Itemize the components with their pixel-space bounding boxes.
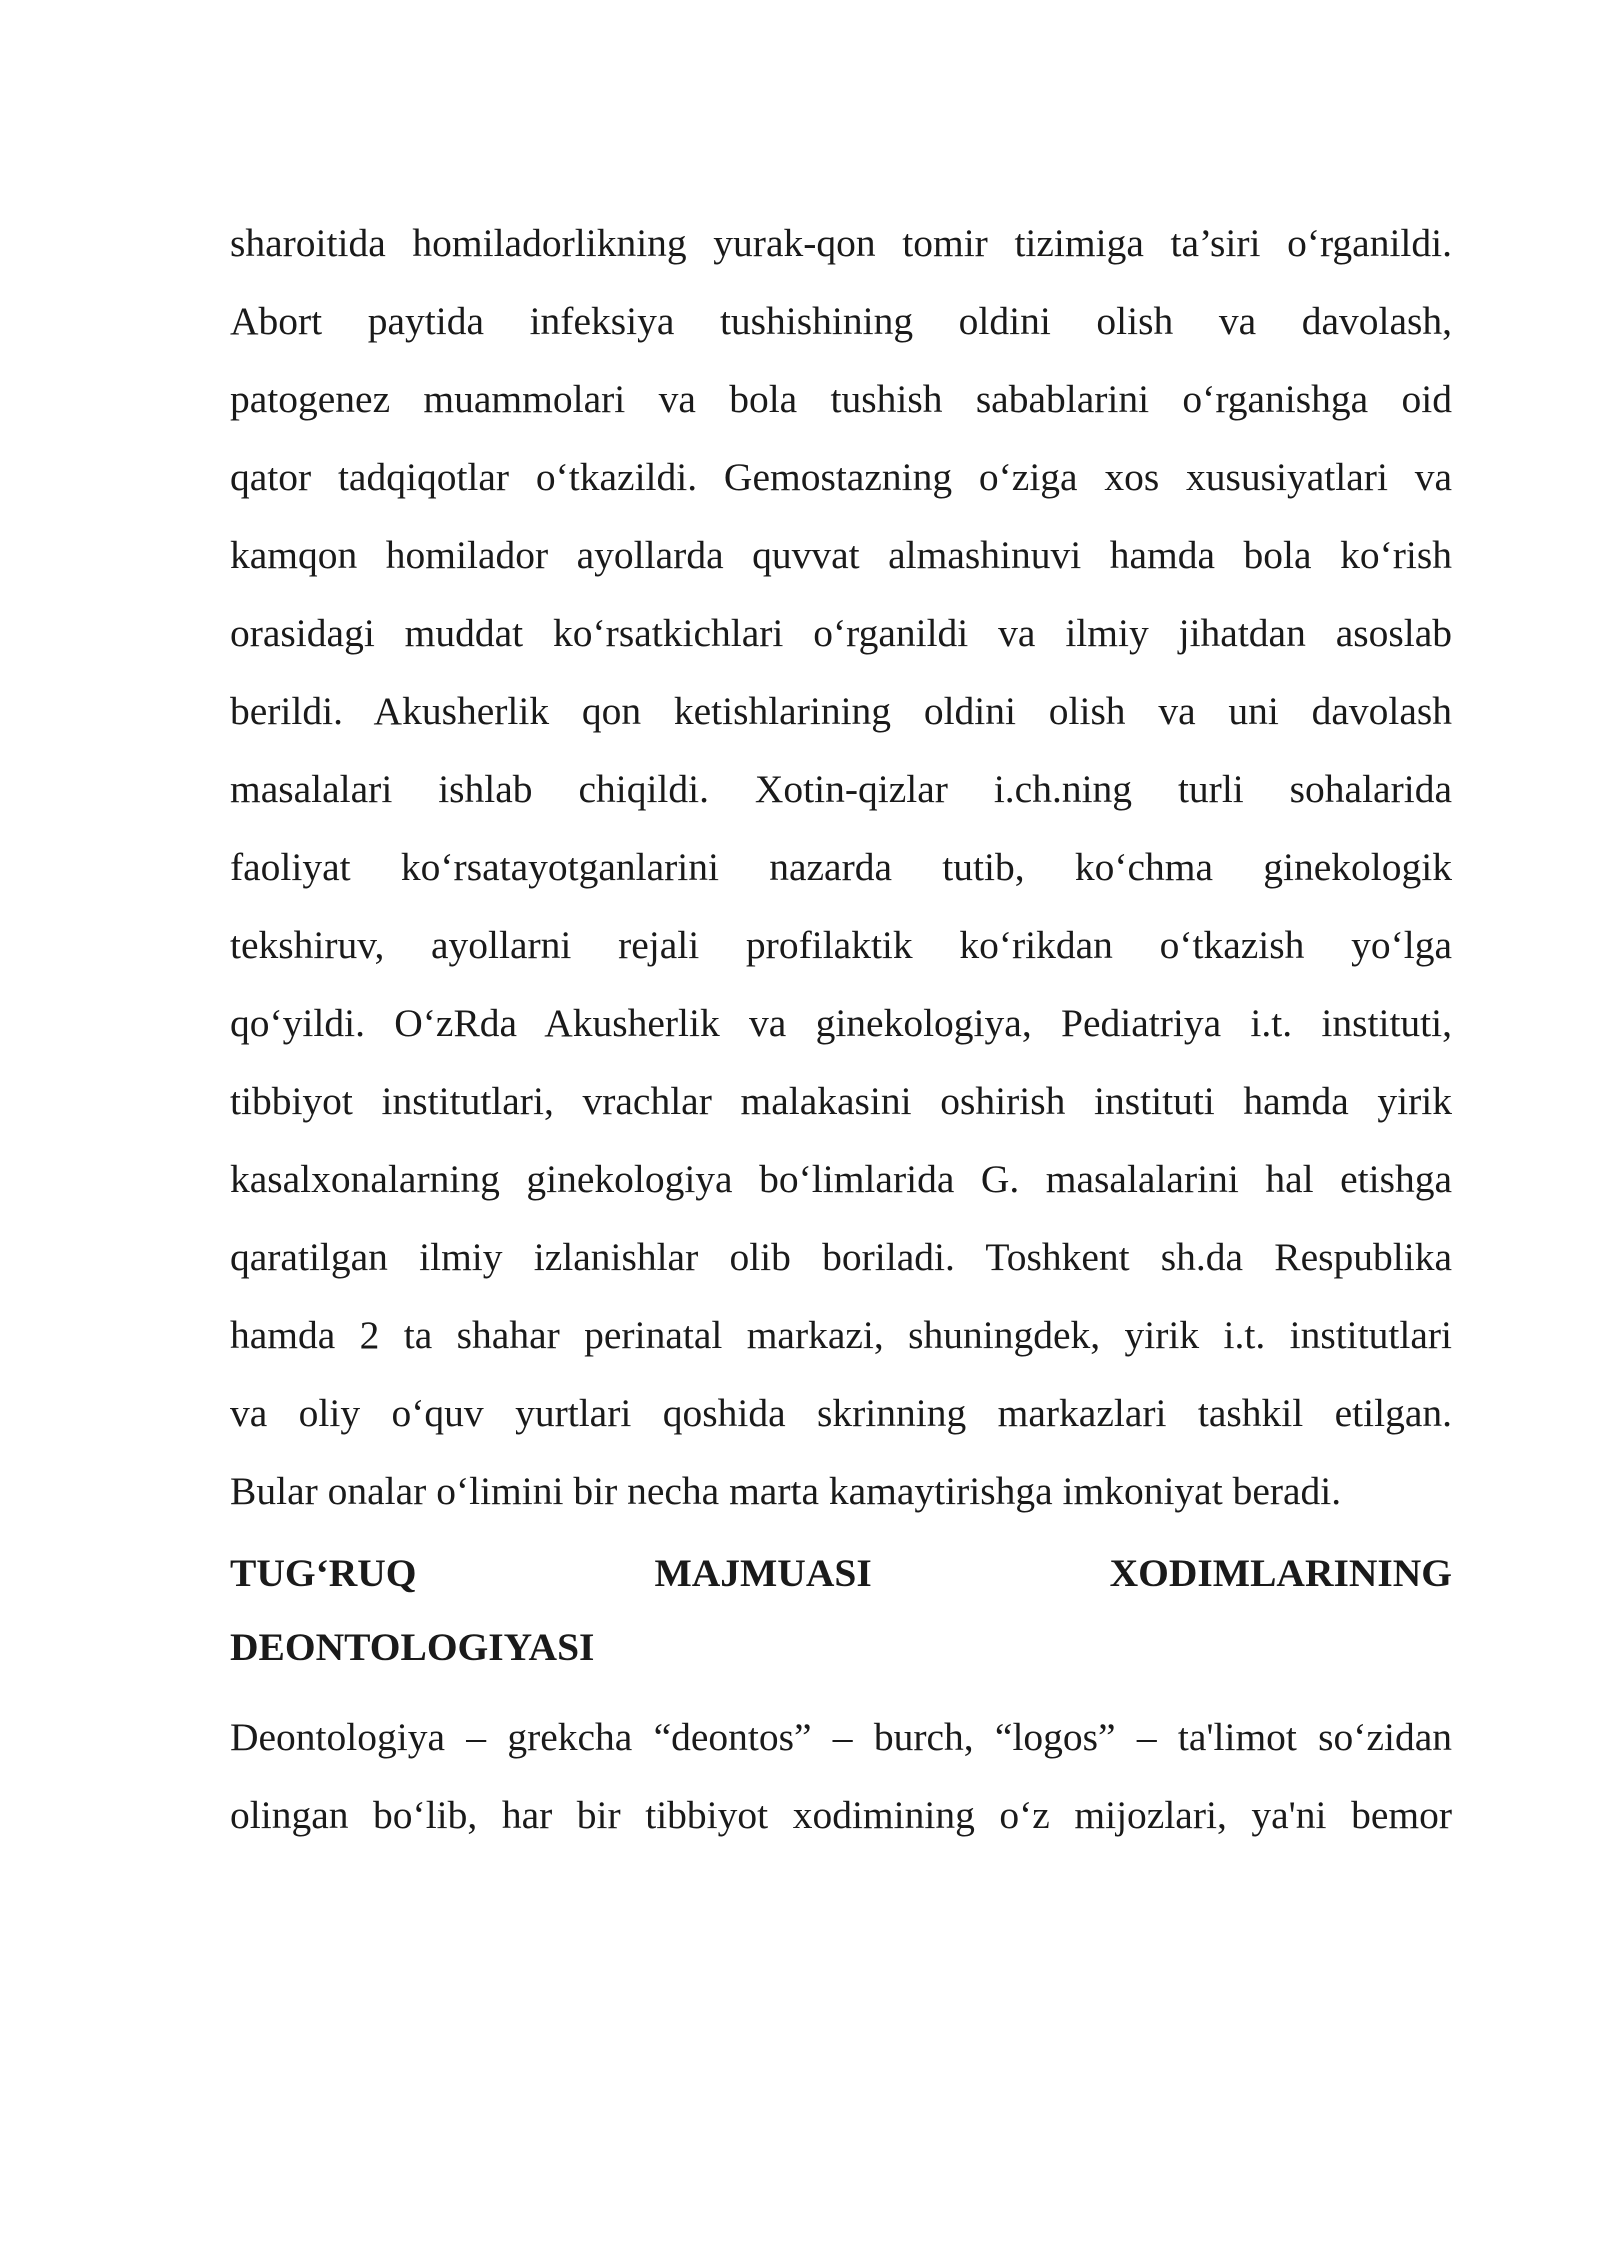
text-line: qoʻyildi. OʻzRda Akusherlik va ginekologiya, Pediatriya i.t. instituti, [230, 1001, 1452, 1045]
text-line: masalalari ishlab chiqildi. Xotin-qizlar i.ch.ning turli sohalarida [230, 767, 1452, 811]
text-line: kamqon homilador ayollarda quvvat almashinuvi hamda bola koʻrish [230, 533, 1452, 577]
text-line: Bular onalar oʻlimini bir necha marta kamaytirishga imkoniyat beradi. [230, 1469, 1342, 1513]
text-line: sharoitida homiladorlikning yurak-qon tomir tizimiga ta’siri oʻrganildi. [230, 221, 1452, 265]
section-heading-line-2: DEONTOLOGIYASI [230, 1625, 595, 1669]
text-line: berildi. Akusherlik qon ketishlarining oldini olish va uni davolash [230, 689, 1452, 733]
text-line: tibbiyot institutlari, vrachlar malakasini oshirish instituti hamda yirik [230, 1079, 1452, 1123]
text-line: hamda 2 ta shahar perinatal markazi, shuningdek, yirik i.t. institutlari [230, 1313, 1452, 1357]
document-page [230, 204, 1452, 1854]
section-heading-line-1: TUGʻRUQ MAJMUASI XODIMLARINING [230, 1551, 1452, 1595]
body-paragraph-2 [230, 1698, 1452, 1854]
text-line: kasalxonalarning ginekologiya boʻlimlarida G. masalalarini hal etishga [230, 1157, 1452, 1201]
text-line: qaratilgan ilmiy izlanishlar olib boriladi. Toshkent sh.da Respublika [230, 1235, 1452, 1279]
body-paragraph-1 [230, 204, 1452, 1530]
text-line: patogenez muammolari va bola tushish sabablarini oʻrganishga oid [230, 377, 1452, 421]
section-heading [230, 1536, 1452, 1684]
text-line: Abort paytida infeksiya tushishining oldini olish va davolash, [230, 299, 1452, 343]
text-line: tekshiruv, ayollarni rejali profilaktik koʻrikdan oʻtkazish yoʻlga [230, 923, 1452, 967]
text-line: olingan boʻlib, har bir tibbiyot xodimining oʻz mijozlari, ya'ni bemor [230, 1793, 1452, 1837]
text-line: orasidagi muddat koʻrsatkichlari oʻrganildi va ilmiy jihatdan asoslab [230, 611, 1452, 655]
text-line: faoliyat koʻrsatayotganlarini nazarda tutib, koʻchma ginekologik [230, 845, 1452, 889]
text-line: qator tadqiqotlar oʻtkazildi. Gemostazning oʻziga xos xususiyatlari va [230, 455, 1452, 499]
text-line: va oliy oʻquv yurtlari qoshida skrinning markazlari tashkil etilgan. [230, 1391, 1452, 1435]
text-line: Deontologiya – grekcha “deontos” – burch, “logos” – ta'limot soʻzidan [230, 1715, 1452, 1759]
